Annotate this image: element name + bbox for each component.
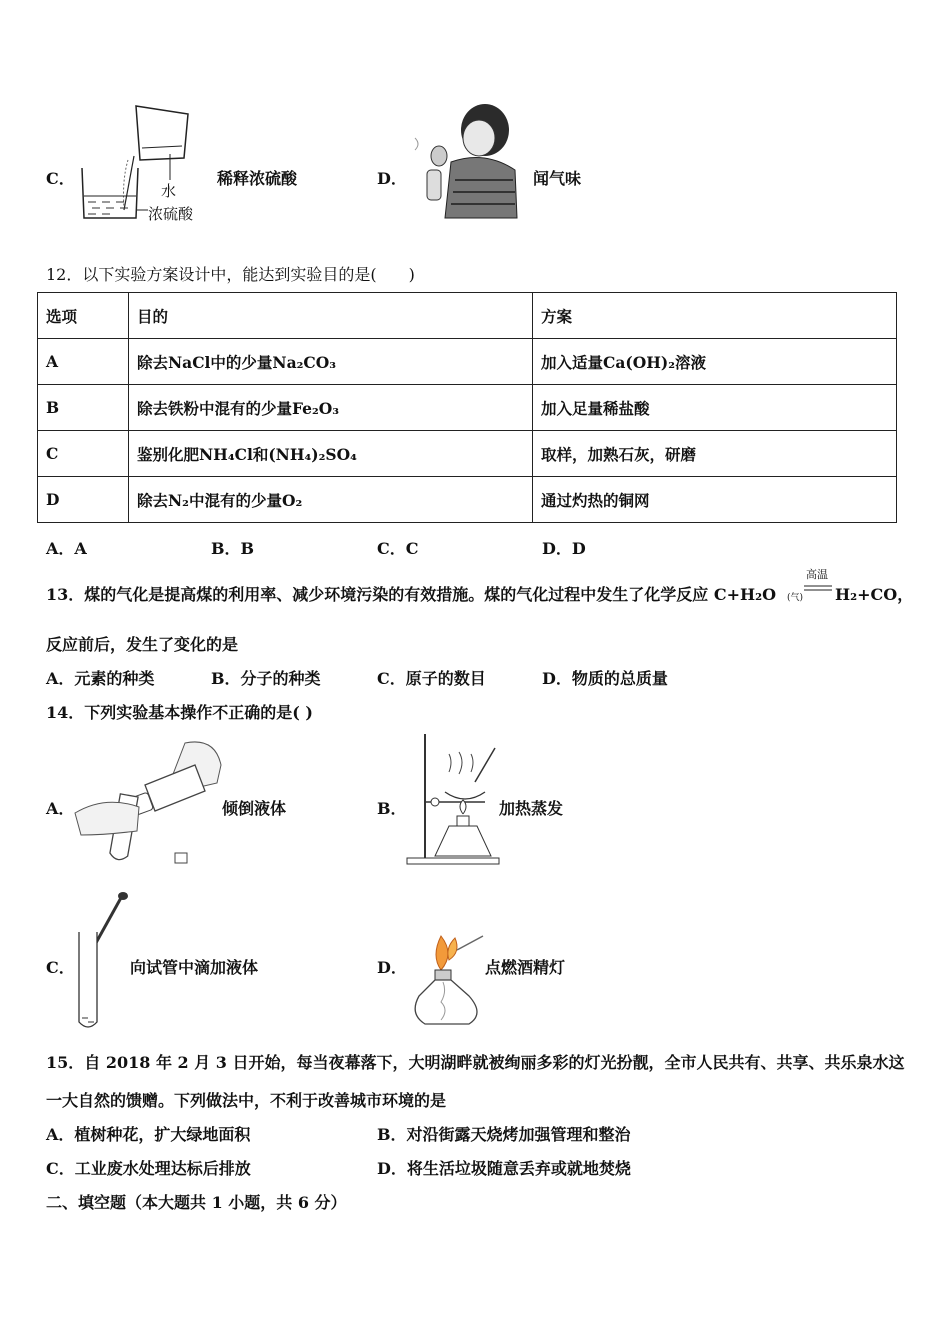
q14-option-c-caption: 向试管中滴加液体 xyxy=(130,958,259,977)
q11-option-c-caption: 稀释浓硫酸 xyxy=(217,169,298,188)
q14-option-b-letter: B． xyxy=(377,799,407,818)
row-plan: 取样，加熟石灰，研磨 xyxy=(533,431,897,477)
q12-choice-a: A．A xyxy=(46,539,87,558)
q11-option-d-caption: 闻气味 xyxy=(533,169,582,188)
light-alcohol-lamp-figure xyxy=(405,930,490,1030)
table-row xyxy=(38,385,897,431)
section2-title: 二、填空题（本大题共 1 小题，共 6 分） xyxy=(46,1193,347,1212)
smell-gas-figure xyxy=(405,100,525,222)
drop-liquid-figure xyxy=(74,890,134,1032)
q14-stem: 14．下列实验基本操作不正确的是( ) xyxy=(46,703,313,722)
row-plan: 通过灼热的铜网 xyxy=(533,477,897,523)
label-acid: 浓硫酸 xyxy=(148,205,194,223)
q12-choice-c: C．C xyxy=(377,539,419,558)
q13-stem-line2: 反应前后，发生了变化的是 xyxy=(46,635,239,654)
row-plan: 加入足量稀盐酸 xyxy=(533,385,897,431)
q15-stem-line1: 15．自 2018 年 2 月 3 日开始，每当夜幕落下，大明湖畔就被绚丽多彩的灯光扮靓，全市人民共有、共享、共乐泉水这 xyxy=(46,1053,905,1072)
row-key: D xyxy=(38,477,129,523)
q12-choice-b: B．B xyxy=(211,539,255,558)
row-purpose: 鉴别化肥NH₄Cl和(NH₄)₂SO₄ xyxy=(129,431,533,477)
table-header-row xyxy=(38,293,897,339)
q11-option-d-letter: D． xyxy=(377,169,407,188)
q13-stem-part1: 13．煤的气化是提高煤的利用率、减少环境污染的有效措施。煤的气化过程中发生了化学反应 C+H₂O xyxy=(46,585,777,604)
reaction-equals-sign xyxy=(804,584,832,592)
q13-gas-mark: (气) xyxy=(787,593,804,603)
header-plan: 方案 xyxy=(533,293,897,339)
q12-stem: 12．以下实验方案设计中，能达到实验目的是( ) xyxy=(46,265,415,284)
q14-option-d-caption: 点燃酒精灯 xyxy=(485,958,566,977)
q14-option-b-caption: 加热蒸发 xyxy=(499,799,564,818)
q14-option-a-letter: A． xyxy=(46,799,75,818)
header-option: 选项 xyxy=(38,293,129,339)
header-purpose: 目的 xyxy=(129,293,533,339)
q15-choice-b: B．对沿街露天烧烤加强管理和整治 xyxy=(377,1125,631,1144)
q13-choice-d: D．物质的总质量 xyxy=(542,669,668,688)
q15-choice-c: C．工业废水处理达标后排放 xyxy=(46,1159,251,1178)
q13-condition: 高温 xyxy=(806,568,828,581)
heat-evaporate-figure xyxy=(405,732,500,866)
row-purpose: 除去N₂中混有的少量O₂ xyxy=(129,477,533,523)
row-plan: 加入适量Ca(OH)₂溶液 xyxy=(533,339,897,385)
q14-option-a-caption: 倾倒液体 xyxy=(222,799,287,818)
q15-stem-line2: 一大自然的馈赠。下列做法中，不利于改善城市环境的是 xyxy=(46,1091,447,1110)
row-purpose: 除去铁粉中混有的少量Fe₂O₃ xyxy=(129,385,533,431)
table-row xyxy=(38,431,897,477)
q15-choice-d: D．将生活垃圾随意丢弃或就地焚烧 xyxy=(377,1159,631,1178)
table-row xyxy=(38,339,897,385)
row-key: A xyxy=(38,339,129,385)
table-row xyxy=(38,477,897,523)
q13-choice-b: B．分子的种类 xyxy=(211,669,321,688)
q12-table xyxy=(37,292,897,523)
q14-option-c-letter: C． xyxy=(46,958,75,977)
row-key: C xyxy=(38,431,129,477)
q13-choice-c: C．原子的数目 xyxy=(377,669,486,688)
pour-liquid-figure xyxy=(75,735,225,865)
q15-choice-a: A．植树种花，扩大绿地面积 xyxy=(46,1125,251,1144)
q12-choice-d: D．D xyxy=(542,539,586,558)
q13-choice-a: A．元素的种类 xyxy=(46,669,155,688)
q13-stem-part2: H₂+CO， xyxy=(835,585,914,604)
row-key: B xyxy=(38,385,129,431)
q14-option-d-letter: D． xyxy=(377,958,407,977)
row-purpose: 除去NaCl中的少量Na₂CO₃ xyxy=(129,339,533,385)
q11-option-c-letter: C． xyxy=(46,169,75,188)
label-water: 水 xyxy=(161,182,177,200)
